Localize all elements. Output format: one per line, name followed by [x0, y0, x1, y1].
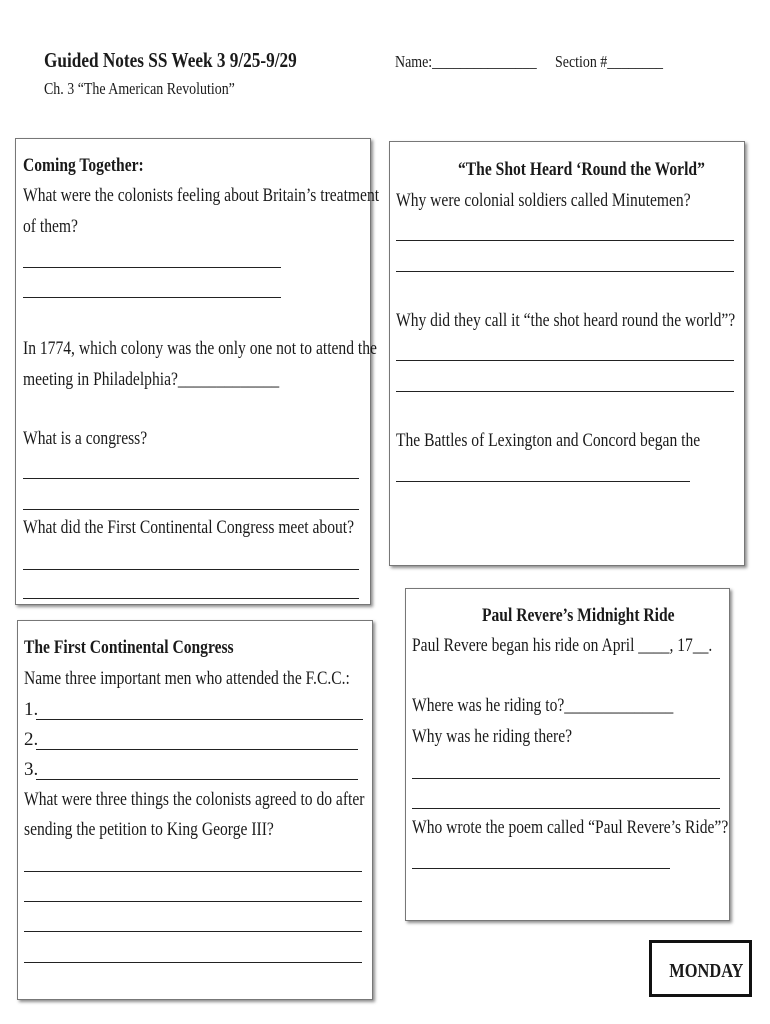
day-badge	[649, 940, 752, 997]
question-text: What is a congress?	[23, 428, 148, 449]
question-text: The Battles of Lexington and Concord began the	[396, 430, 701, 451]
answer-line[interactable]	[396, 240, 734, 241]
answer-line[interactable]	[36, 749, 358, 750]
answer-line[interactable]	[23, 297, 281, 298]
answer-line[interactable]	[412, 808, 720, 809]
day-label: MONDAY	[668, 960, 743, 982]
list-number: 1.	[24, 699, 39, 720]
answer-line[interactable]	[23, 267, 281, 268]
answer-line[interactable]	[396, 360, 734, 361]
question-text: meeting in Philadelphia?_____________	[23, 369, 280, 390]
list-number: 3.	[24, 759, 39, 780]
answer-line[interactable]	[412, 778, 720, 779]
section-field[interactable]: Section #________	[555, 52, 664, 71]
question-text: Name three important men who attended the F.C.C.:	[24, 668, 350, 689]
answer-line[interactable]	[412, 868, 670, 869]
question-text: Where was he riding to?______________	[412, 695, 674, 716]
name-field[interactable]: Name:_______________	[395, 52, 537, 71]
first-congress-heading: The First Continental Congress	[24, 637, 234, 658]
answer-line[interactable]	[23, 598, 359, 599]
paul-revere-box	[405, 588, 730, 921]
question-text: Why was he riding there?	[412, 726, 573, 747]
shot-heard-box	[389, 141, 745, 566]
coming-together-heading: Coming Together:	[23, 155, 144, 176]
first-congress-box	[17, 620, 373, 1000]
answer-line[interactable]	[24, 901, 362, 902]
answer-line[interactable]	[36, 719, 363, 720]
answer-line[interactable]	[23, 509, 359, 510]
answer-line[interactable]	[396, 391, 734, 392]
answer-line[interactable]	[396, 271, 734, 272]
chapter-subtitle: Ch. 3 “The American Revolution”	[44, 79, 235, 98]
question-text: What were three things the colonists agreed to do after	[24, 789, 365, 810]
question-text: What were the colonists feeling about Britain’s treatment	[23, 185, 380, 206]
answer-line[interactable]	[23, 478, 359, 479]
question-text: sending the petition to King George III?	[24, 819, 274, 840]
paul-revere-heading: Paul Revere’s Midnight Ride	[482, 605, 675, 626]
worksheet-title: Guided Notes SS Week 3 9/25-9/29	[44, 48, 297, 72]
question-text: Why were colonial soldiers called Minutemen?	[396, 190, 691, 211]
answer-line[interactable]	[24, 871, 362, 872]
answer-line[interactable]	[396, 481, 690, 482]
question-text: Paul Revere began his ride on April ____, 17__.	[412, 635, 713, 656]
answer-line[interactable]	[36, 779, 358, 780]
answer-line[interactable]	[23, 569, 359, 570]
shot-heard-heading: “The Shot Heard ‘Round the World”	[458, 159, 705, 180]
answer-line[interactable]	[24, 931, 362, 932]
question-text: In 1774, which colony was the only one not to attend the	[23, 338, 377, 359]
answer-line[interactable]	[24, 962, 362, 963]
question-text: Who wrote the poem called “Paul Revere’s Ride”?	[412, 817, 729, 838]
question-text: Why did they call it “the shot heard round the world”?	[396, 310, 736, 331]
list-number: 2.	[24, 729, 39, 750]
question-text: of them?	[23, 216, 78, 237]
coming-together-box	[15, 138, 380, 605]
question-text: What did the First Continental Congress meet about?	[23, 517, 355, 538]
